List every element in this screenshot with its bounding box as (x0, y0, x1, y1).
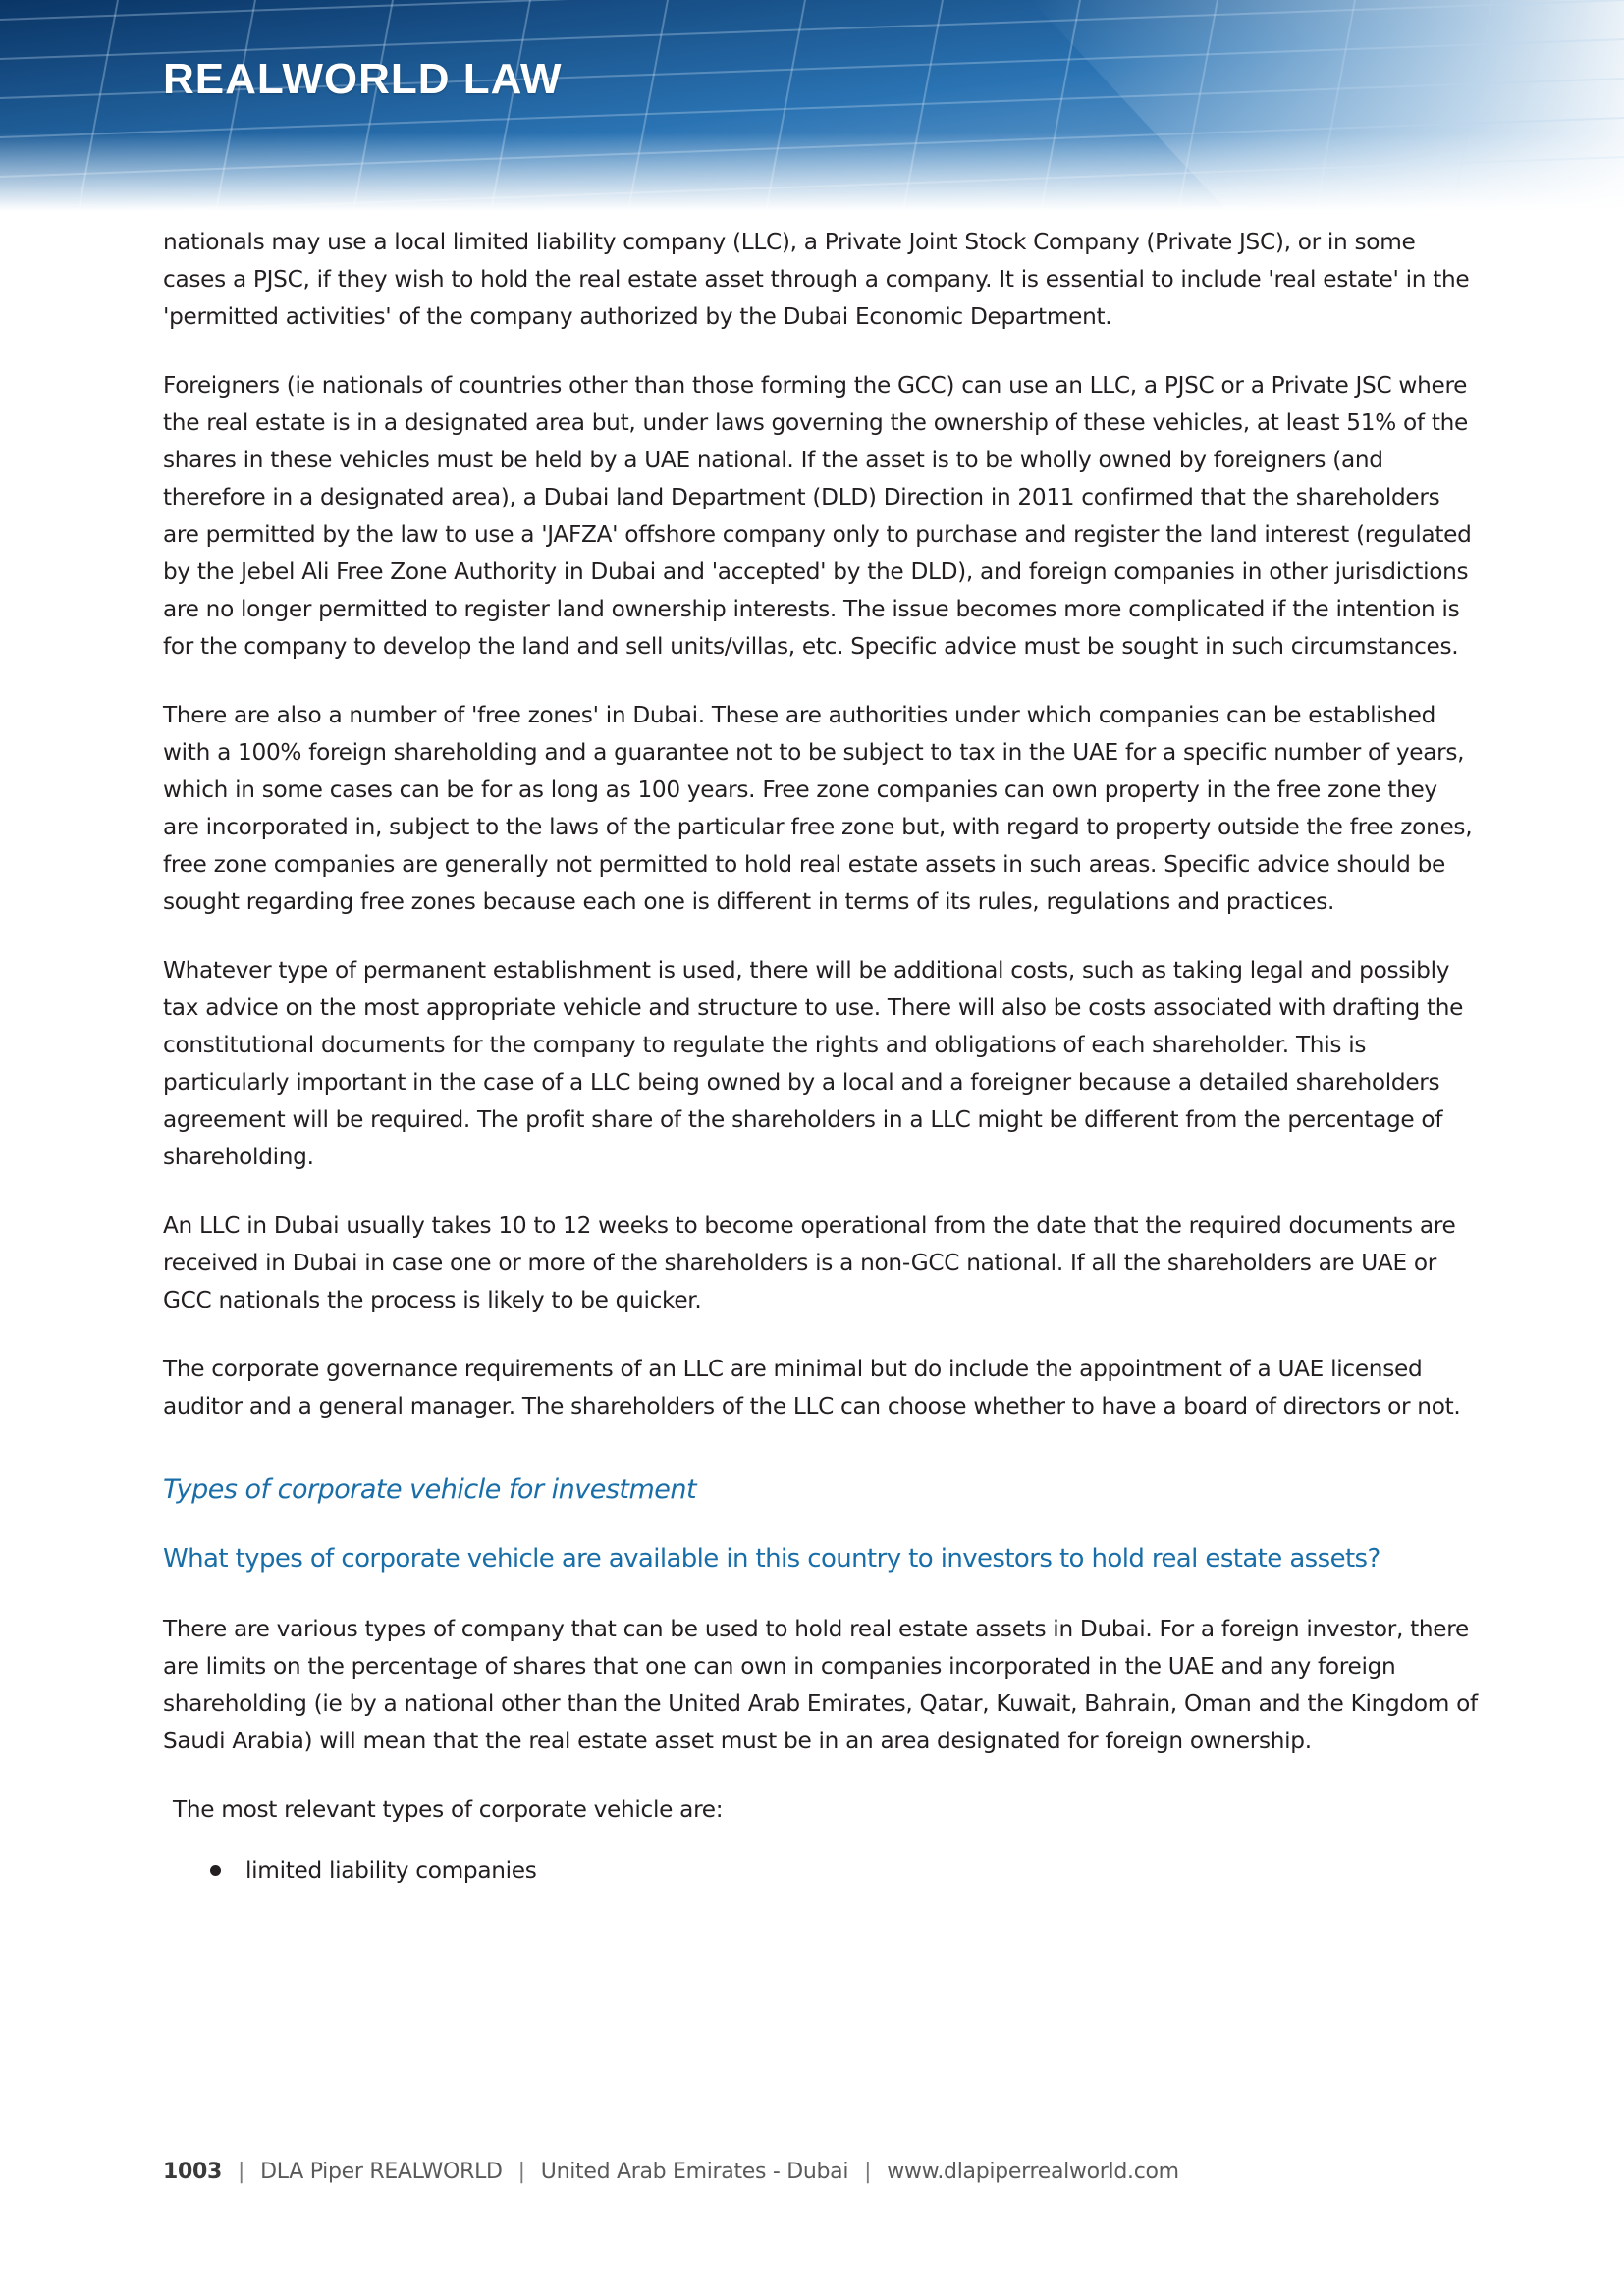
paragraph: nationals may use a local limited liability company (LLC), a Private Joint Stock Company (Private JSC), or in some cases a PJSC, if they wish to hold the real estate asset through a company. It is essential to include 'real estate' in the 'permitted activities' of the company authorized by the Dubai Economic Department. (163, 229, 1470, 330)
list-item (210, 1852, 1479, 1890)
section-heading: Types of corporate vehicle for investment (163, 1474, 697, 1505)
footer-separator: | (238, 2160, 245, 2184)
footer-website-link[interactable]: www.dlapiperrealworld.com (887, 2160, 1179, 2184)
bullet-icon (210, 1865, 221, 1876)
page-footer (163, 2160, 1179, 2184)
paragraph: Foreigners (ie nationals of countries other than those forming the GCC) can use an LLC, a PJSC or a Private JSC where the real estate is in a designated area but, under laws governing the ownership of these vehicles, at least 51% of the shares in these vehicles must be held by a UAE national. If the asset is to be wholly owned by foreigners (and therefore in a designated area), a Dubai land Department (DLD) Direction in 2011 confirmed that the shareholders are permitted by the law to use a 'JAFZA' offshore company only to purchase and register the land interest (regulated by the Jebel Ali Free Zone Authority in Dubai and 'accepted' by the DLD), and foreign companies in other jurisdictions are no longer permitted to register land ownership interests. The issue becomes more complicated if the intention is for the company to develop the land and sell units/villas, etc. Specific advice must be sought in such circumstances. (163, 372, 1472, 660)
footer-jurisdiction: United Arab Emirates - Dubai (540, 2160, 849, 2184)
footer-separator: | (864, 2160, 872, 2184)
brand-title: REALWORLD LAW (163, 55, 563, 103)
footer-publication: DLA Piper REALWORLD (260, 2160, 503, 2184)
vehicle-list (210, 1852, 1479, 1890)
question-heading: What types of corporate vehicle are available in this country to investors to hold real estate assets? (163, 1544, 1380, 1574)
header-banner (0, 0, 1624, 211)
section-paragraph: There are various types of company that can be used to hold real estate assets in Dubai. For a foreign investor, there are limits on the percentage of shares that one can own in companies incorporated in the UAE and any foreign shareholding (ie by a national other than the United Arab Emirates, Qatar, Kuwait, Bahrain, Oman and the Kingdom of Saudi Arabia) will mean that the real estate asset must be in an area designated for foreign ownership. (163, 1616, 1478, 1754)
list-item-text: limited liability companies (245, 1857, 537, 1884)
paragraph: The corporate governance requirements of an LLC are minimal but do include the appointment of a UAE licensed auditor and a general manager. The shareholders of the LLC can choose whether to have a board of directors or not. (163, 1356, 1461, 1419)
page-number: 1003 (163, 2160, 223, 2184)
footer-separator: | (517, 2160, 525, 2184)
list-intro: The most relevant types of corporate vehicle are: (173, 1796, 724, 1823)
paragraph: An LLC in Dubai usually takes 10 to 12 weeks to become operational from the date that the required documents are received in Dubai in case one or more of the shareholders is a non-GCC national. If all the shareholders are UAE or GCC nationals the process is likely to be quicker. (163, 1212, 1456, 1313)
header-fade (0, 133, 1624, 211)
document-body (163, 224, 1479, 1890)
paragraph: There are also a number of 'free zones' in Dubai. These are authorities under which companies can be established with a 100% foreign shareholding and a guarantee not to be subject to tax in the UAE for a specific number of years, which in some cases can be for as long as 100 years. Free zone companies can own property in the free zone they are incorporated in, subject to the laws of the particular free zone but, with regard to property outside the free zones, free zone companies are generally not permitted to hold real estate assets in such areas. Specific advice should be sought regarding free zones because each one is different in terms of its rules, regulations and practices. (163, 702, 1473, 915)
paragraph: Whatever type of permanent establishment is used, there will be additional costs, such as taking legal and possibly tax advice on the most appropriate vehicle and structure to use. There will also be costs associated with drafting the constitutional documents for the company to regulate the rights and obligations of each shareholder. This is particularly important in the case of a LLC being owned by a local and a foreigner because a detailed shareholders agreement will be required. The profit share of the shareholders in a LLC might be different from the percentage of shareholding. (163, 957, 1464, 1170)
